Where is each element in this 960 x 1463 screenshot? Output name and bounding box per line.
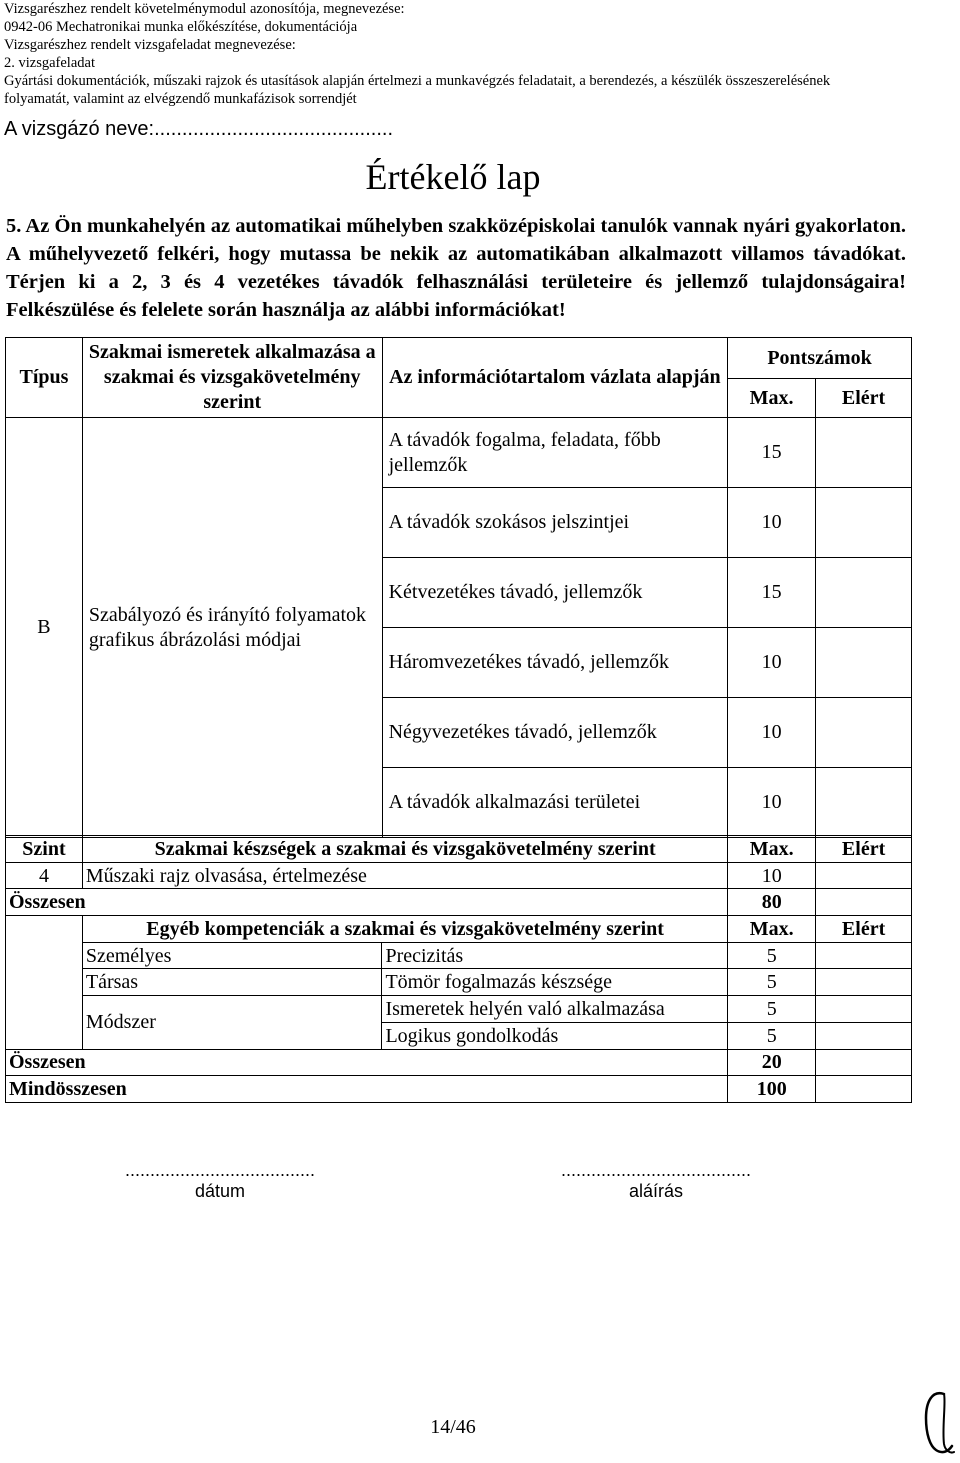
examinee-name-field: A vizsgázó neve:........................................... xyxy=(4,118,394,140)
page-number: 14/46 xyxy=(430,1416,476,1438)
total-achieved[interactable] xyxy=(816,889,912,916)
skill-name: Műszaki rajz olvasása, értelmezése xyxy=(82,862,727,889)
competence-category: Módszer xyxy=(82,996,382,1049)
total-row xyxy=(6,889,912,916)
max-points: 10 xyxy=(728,768,816,838)
competence-name: Ismeretek helyén való alkalmazása xyxy=(382,996,728,1023)
page-title: Értékelő lap xyxy=(365,157,541,197)
competence-row xyxy=(6,996,912,1023)
outline-item: Háromvezetékes távadó, jellemzők xyxy=(382,628,728,698)
competence-category: Társas xyxy=(82,969,382,996)
total-max: 80 xyxy=(728,889,816,916)
competence-row xyxy=(6,969,912,996)
achieved-points[interactable] xyxy=(816,418,912,488)
achieved-points[interactable] xyxy=(816,628,912,698)
header-outline: Az információtartalom vázlata alapján xyxy=(382,338,728,418)
competence-achieved[interactable] xyxy=(816,969,912,996)
competence-achieved[interactable] xyxy=(816,1022,912,1049)
header-task-number: 2. vizsgafeladat xyxy=(4,55,95,71)
date-line[interactable]: ...................................... xyxy=(124,1160,316,1180)
competence-header-row xyxy=(6,916,912,943)
evaluation-table xyxy=(5,337,912,838)
competence-achieved-header: Elért xyxy=(816,916,912,943)
header-max: Max. xyxy=(728,379,816,418)
skill-level: 4 xyxy=(6,862,83,889)
skills-header: Szakmai készségek a szakmai és vizsgakövetelmény szerint xyxy=(82,836,727,863)
summary-table xyxy=(5,835,912,1103)
table-row xyxy=(6,418,912,488)
grand-total-achieved[interactable] xyxy=(816,1076,912,1103)
competence-max: 5 xyxy=(728,969,816,996)
competence-achieved[interactable] xyxy=(816,942,912,969)
achieved-points[interactable] xyxy=(816,558,912,628)
total-max: 20 xyxy=(728,1049,816,1076)
skills-header-row xyxy=(6,836,912,863)
header-task-description-1: Gyártási dokumentációk, műszaki rajzok és utasítások alapján értelmezi a munkavégzés feladatait, a berendezés, a készülék összeszerelésének xyxy=(4,73,831,89)
max-points: 10 xyxy=(728,628,816,698)
max-header: Max. xyxy=(728,836,816,863)
header-module-name: 0942-06 Mechatronikai munka előkészítése, dokumentációja xyxy=(4,19,358,35)
achieved-header: Elért xyxy=(816,836,912,863)
header-task-label: Vizsgarészhez rendelt vizsgafeladat megnevezése: xyxy=(4,37,296,53)
competence-max-header: Max. xyxy=(728,916,816,943)
knowledge-value: Szabályozó és irányító folyamatok grafikus ábrázolási módjai xyxy=(82,418,382,838)
type-value: B xyxy=(6,418,83,838)
skill-max: 10 xyxy=(728,862,816,889)
max-points: 15 xyxy=(728,558,816,628)
outline-item: Kétvezetékes távadó, jellemzők xyxy=(382,558,728,628)
total-label: Összesen xyxy=(6,889,728,916)
outline-item: Négyvezetékes távadó, jellemzők xyxy=(382,698,728,768)
competence-max: 5 xyxy=(728,942,816,969)
achieved-points[interactable] xyxy=(816,488,912,558)
total-label: Összesen xyxy=(6,1049,728,1076)
grand-total-max: 100 xyxy=(728,1076,816,1103)
signature-line[interactable]: ...................................... xyxy=(560,1160,752,1180)
max-points: 10 xyxy=(728,698,816,768)
competence-name: Tömör fogalmazás készsége xyxy=(382,969,728,996)
level-header: Szint xyxy=(6,836,83,863)
header-knowledge: Szakmai ismeretek alkalmazása a szakmai és vizsgakövetelmény szerint xyxy=(82,338,382,418)
signature-block xyxy=(524,1160,788,1202)
header-task-description-2: folyamatát, valamint az elvégzendő munkafázisok sorrendjét xyxy=(4,91,357,107)
header-type: Típus xyxy=(6,338,83,418)
competence-achieved[interactable] xyxy=(816,996,912,1023)
competence-header: Egyéb kompetenciák a szakmai és vizsgakövetelmény szerint xyxy=(82,916,727,943)
header-points: Pontszámok xyxy=(728,338,912,379)
total-row xyxy=(6,1049,912,1076)
date-signature-block xyxy=(88,1160,352,1202)
date-label: dátum xyxy=(194,1181,246,1201)
outline-item: A távadók alkalmazási területei xyxy=(382,768,728,838)
skill-row xyxy=(6,862,912,889)
header-module-label: Vizsgarészhez rendelt követelménymodul azonosítója, megnevezése: xyxy=(4,1,405,17)
competence-max: 5 xyxy=(728,1022,816,1049)
competence-name: Precizitás xyxy=(382,942,728,969)
competence-name: Logikus gondolkodás xyxy=(382,1022,728,1049)
achieved-points[interactable] xyxy=(816,698,912,768)
grand-total-label: Mindösszesen xyxy=(6,1076,728,1103)
max-points: 10 xyxy=(728,488,816,558)
total-achieved[interactable] xyxy=(816,1049,912,1076)
competence-row xyxy=(6,942,912,969)
grand-total-row xyxy=(6,1076,912,1103)
competence-category: Személyes xyxy=(82,942,382,969)
signature-label: aláírás xyxy=(628,1181,684,1201)
skill-achieved[interactable] xyxy=(816,862,912,889)
outline-item: A távadók fogalma, feladata, főbb jellemzők xyxy=(382,418,728,488)
achieved-points[interactable] xyxy=(816,768,912,838)
competence-max: 5 xyxy=(728,996,816,1023)
table-header-row xyxy=(6,338,912,379)
outline-item: A távadók szokásos jelszintjei xyxy=(382,488,728,558)
task-description: 5. Az Ön munkahelyén az automatikai műhelyben szakközépiskolai tanulók vannak nyári gyakorlaton. A műhelyvezető felkéri, hogy mutassa be nekik az automatikában alkalmazott villamos távadókat. Térjen ki a 2, 3 és 4 vezetékes távadók felhasználási területeire és jellemző tulajdonságaira! Felkészülése és felelete során használja az alábbi információkat! xyxy=(6,215,906,321)
max-points: 15 xyxy=(728,418,816,488)
handwritten-initial-icon xyxy=(918,1388,958,1458)
header-achieved: Elért xyxy=(816,379,912,418)
